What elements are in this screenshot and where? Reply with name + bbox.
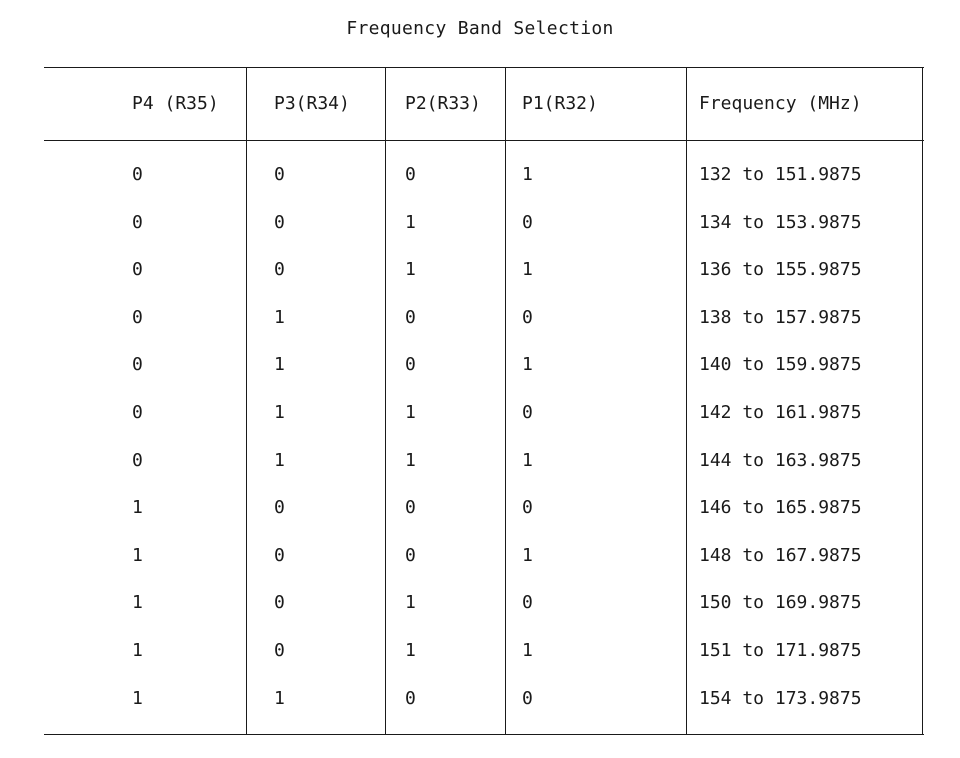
p2-cell: 0	[405, 354, 416, 376]
table-title: Frequency Band Selection	[346, 18, 614, 39]
p2-cell: 0	[405, 687, 416, 709]
frequency-cell: 144 to 163.9875	[699, 449, 862, 471]
p3-cell: 0	[274, 497, 285, 519]
header-frequency: Frequency (MHz)	[699, 93, 862, 114]
frequency-cell: 154 to 173.9875	[699, 687, 862, 709]
table-right-border	[922, 68, 923, 734]
p4-cell: 0	[132, 211, 143, 233]
header-p2: P2(R33)	[405, 93, 481, 114]
p3-cell: 0	[274, 592, 285, 614]
p4-cell: 1	[132, 592, 143, 614]
frequency-cell: 142 to 161.9875	[699, 402, 862, 423]
p4-cell: 0	[132, 449, 143, 471]
p1-cell: 0	[522, 211, 533, 233]
p4-cell: 0	[132, 402, 143, 423]
p1-cell: 0	[522, 497, 533, 519]
p2-cell: 0	[405, 306, 416, 328]
p2-cell: 1	[405, 402, 416, 423]
p3-cell: 1	[274, 306, 285, 328]
p2-cell: 1	[405, 211, 416, 233]
p4-cell: 0	[132, 164, 143, 185]
p4-cell: 1	[132, 687, 143, 709]
frequency-band-table	[44, 67, 924, 735]
frequency-cell: 134 to 153.9875	[699, 211, 862, 233]
p2-cell: 1	[405, 259, 416, 281]
frequency-cell: 148 to 167.9875	[699, 544, 862, 566]
frequency-cell: 136 to 155.9875	[699, 259, 862, 281]
p1-cell: 1	[522, 640, 533, 661]
p3-cell: 1	[274, 687, 285, 709]
frequency-cell: 151 to 171.9875	[699, 640, 862, 661]
p1-cell: 0	[522, 402, 533, 423]
p1-cell: 0	[522, 306, 533, 328]
p2-cell: 0	[405, 497, 416, 519]
p3-cell: 1	[274, 449, 285, 471]
frequency-cell: 138 to 157.9875	[699, 306, 862, 328]
p4-cell: 1	[132, 640, 143, 661]
p2-cell: 1	[405, 592, 416, 614]
p3-cell: 0	[274, 211, 285, 233]
frequency-cell: 132 to 151.9875	[699, 164, 862, 185]
column-divider	[246, 68, 247, 734]
header-p3: P3(R34)	[274, 93, 350, 114]
p3-cell: 0	[274, 640, 285, 661]
header-separator	[44, 140, 924, 141]
header-p1: P1(R32)	[522, 93, 598, 114]
p4-cell: 0	[132, 259, 143, 281]
p4-cell: 0	[132, 354, 143, 376]
p4-cell: 0	[132, 306, 143, 328]
p1-cell: 1	[522, 354, 533, 376]
frequency-cell: 150 to 169.9875	[699, 592, 862, 614]
p3-cell: 0	[274, 259, 285, 281]
p3-cell: 0	[274, 544, 285, 566]
column-divider	[686, 68, 687, 734]
p2-cell: 1	[405, 640, 416, 661]
p1-cell: 1	[522, 164, 533, 185]
p1-cell: 0	[522, 687, 533, 709]
p3-cell: 1	[274, 354, 285, 376]
frequency-cell: 140 to 159.9875	[699, 354, 862, 376]
p3-cell: 1	[274, 402, 285, 423]
p1-cell: 1	[522, 449, 533, 471]
p2-cell: 0	[405, 164, 416, 185]
p4-cell: 1	[132, 497, 143, 519]
p2-cell: 0	[405, 544, 416, 566]
column-divider	[505, 68, 506, 734]
p1-cell: 0	[522, 592, 533, 614]
p2-cell: 1	[405, 449, 416, 471]
header-p4: P4 (R35)	[132, 93, 219, 114]
p1-cell: 1	[522, 259, 533, 281]
p1-cell: 1	[522, 544, 533, 566]
column-divider	[385, 68, 386, 734]
p3-cell: 0	[274, 164, 285, 185]
frequency-cell: 146 to 165.9875	[699, 497, 862, 519]
p4-cell: 1	[132, 544, 143, 566]
